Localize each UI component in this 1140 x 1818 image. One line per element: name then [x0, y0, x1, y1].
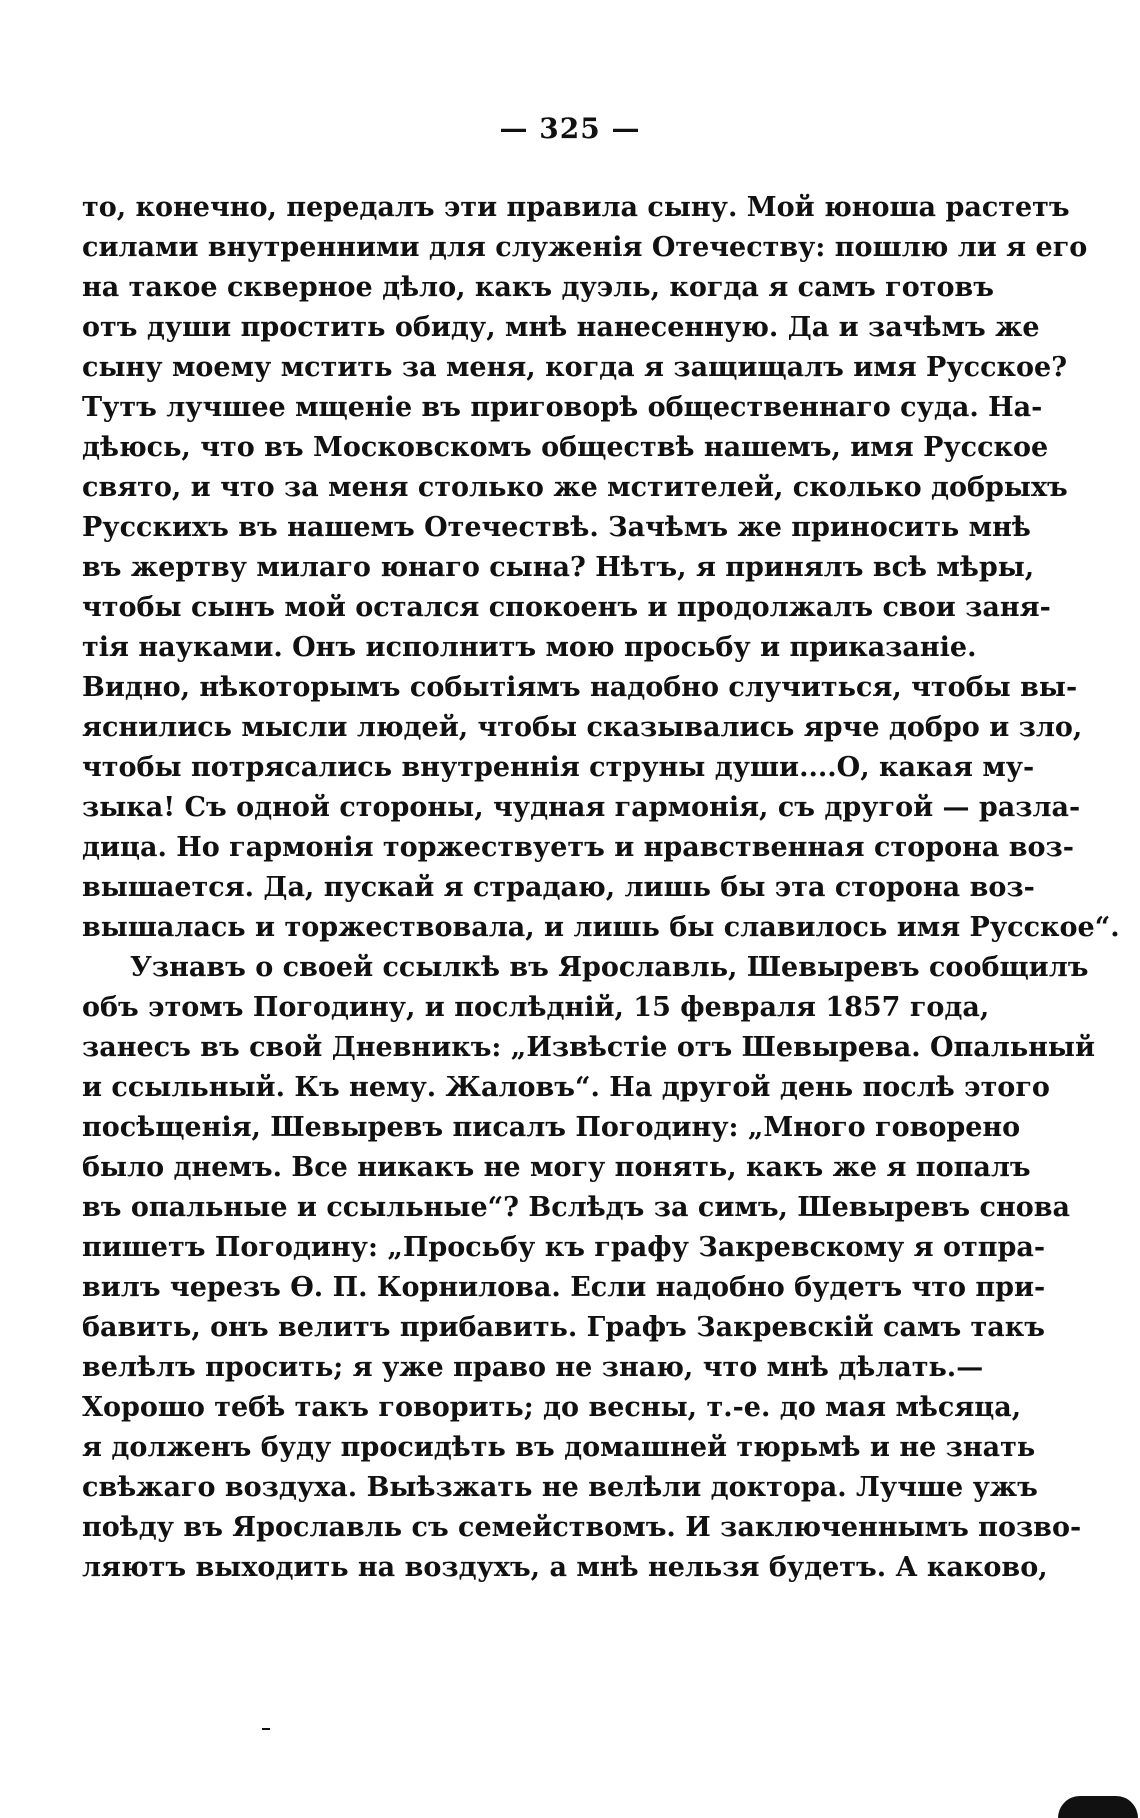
- text-line: тія науками. Онъ исполнитъ мою просьбу и приказаніе.: [82, 632, 977, 663]
- text-line: занесъ въ свой Дневникъ: „Извѣстіе отъ Шевырева. Опальный: [82, 1032, 1096, 1063]
- text-line: свято, и что за меня столько же мстителей, сколько добрыхъ: [82, 472, 1068, 503]
- text-line: вышается. Да, пускай я страдаю, лишь бы эта сторона воз-: [82, 872, 1035, 903]
- text-line: чтобы сынъ мой остался спокоенъ и продолжалъ свои заня-: [82, 592, 1051, 623]
- text-line: я долженъ буду просидѣть въ домашней тюрьмѣ и не знать: [82, 1432, 1036, 1463]
- text-line: вилъ черезъ Ѳ. П. Корнилова. Если надобно будетъ что при-: [82, 1272, 1046, 1303]
- text-line: велѣлъ просить; я уже право не знаю, что мнѣ дѣлать.—: [82, 1352, 984, 1383]
- paragraph-1: [82, 188, 1120, 948]
- text-line: отъ души простить обиду, мнѣ нанесенную. Да и зачѣмъ же: [82, 312, 1040, 343]
- page-number: — 325 —: [499, 112, 641, 145]
- text-line: Видно, нѣкоторымъ событіямъ надобно случиться, чтобы вы-: [82, 672, 1078, 703]
- text-line: Узнавъ о своей ссылкѣ въ Ярославль, Шевыревъ сообщилъ: [130, 952, 1089, 983]
- text-line: и ссыльный. Къ нему. Жаловъ“. На другой день послѣ этого: [82, 1072, 1050, 1103]
- text-line: на такое скверное дѣло, какъ дуэль, когда я самъ готовъ: [82, 272, 994, 303]
- text-line: Тутъ лучшее мщеніе въ приговорѣ общественнаго суда. На-: [82, 392, 1043, 423]
- text-line: ляютъ выходить на воздухъ, а мнѣ нельзя будетъ. А каково,: [82, 1552, 1048, 1583]
- text-line: чтобы потрясались внутреннія струны души....О, какая му-: [82, 752, 1035, 783]
- text-body: [82, 188, 1120, 1588]
- text-line: посѣщенія, Шевыревъ писалъ Погодину: „Много говорено: [82, 1112, 1021, 1143]
- text-line: то, конечно, передалъ эти правила сыну. Мой юноша растетъ: [82, 192, 1070, 223]
- text-line: бавить, онъ велитъ прибавить. Графъ Закревскій самъ такъ: [82, 1312, 1045, 1343]
- paragraph-2: [82, 948, 1096, 1588]
- text-line: Русскихъ въ нашемъ Отечествѣ. Зачѣмъ же приносить мнѣ: [82, 512, 1031, 543]
- text-line: въ жертву милаго юнаго сына? Нѣтъ, я принялъ всѣ мѣры,: [82, 552, 1035, 583]
- scan-artifact-bottom-right: [1058, 1796, 1138, 1818]
- text-line: было днемъ. Все никакъ не могу понять, какъ же я попалъ: [82, 1152, 1031, 1183]
- text-line: въ опальные и ссыльные“? Вслѣдъ за симъ, Шевыревъ снова: [82, 1192, 1070, 1223]
- text-line: зыка! Съ одной стороны, чудная гармонія, съ другой — разла-: [82, 792, 1081, 823]
- text-line: свѣжаго воздуха. Выѣзжать не велѣли доктора. Лучше ужъ: [82, 1472, 1038, 1503]
- text-line: Хорошо тебѣ такъ говорить; до весны, т.-е. до мая мѣсяца,: [82, 1392, 1022, 1423]
- text-line: объ этомъ Погодину, и послѣдній, 15 февраля 1857 года,: [82, 992, 990, 1023]
- text-line: дица. Но гармонія торжествуетъ и нравственная сторона воз-: [82, 832, 1074, 863]
- text-line: пишетъ Погодину: „Просьбу къ графу Закревскому я отпра-: [82, 1232, 1046, 1263]
- text-line: поѣду въ Ярославль съ семействомъ. И заключеннымъ позво-: [82, 1512, 1082, 1543]
- text-line: силами внутренними для служенія Отечеству: пошлю ли я его: [82, 232, 1088, 263]
- text-line: дѣюсь, что въ Московскомъ обществѣ нашемъ, имя Русское: [82, 432, 1049, 463]
- text-line: вышалась и торжествовала, и лишь бы славилось имя Русское“.: [82, 912, 1120, 943]
- text-line: яснились мысли людей, чтобы сказывались ярче добро и зло,: [82, 712, 1083, 743]
- scan-artifact-dot: [262, 1728, 270, 1730]
- text-line: сыну моему мстить за меня, когда я защищалъ имя Русское?: [82, 352, 1068, 383]
